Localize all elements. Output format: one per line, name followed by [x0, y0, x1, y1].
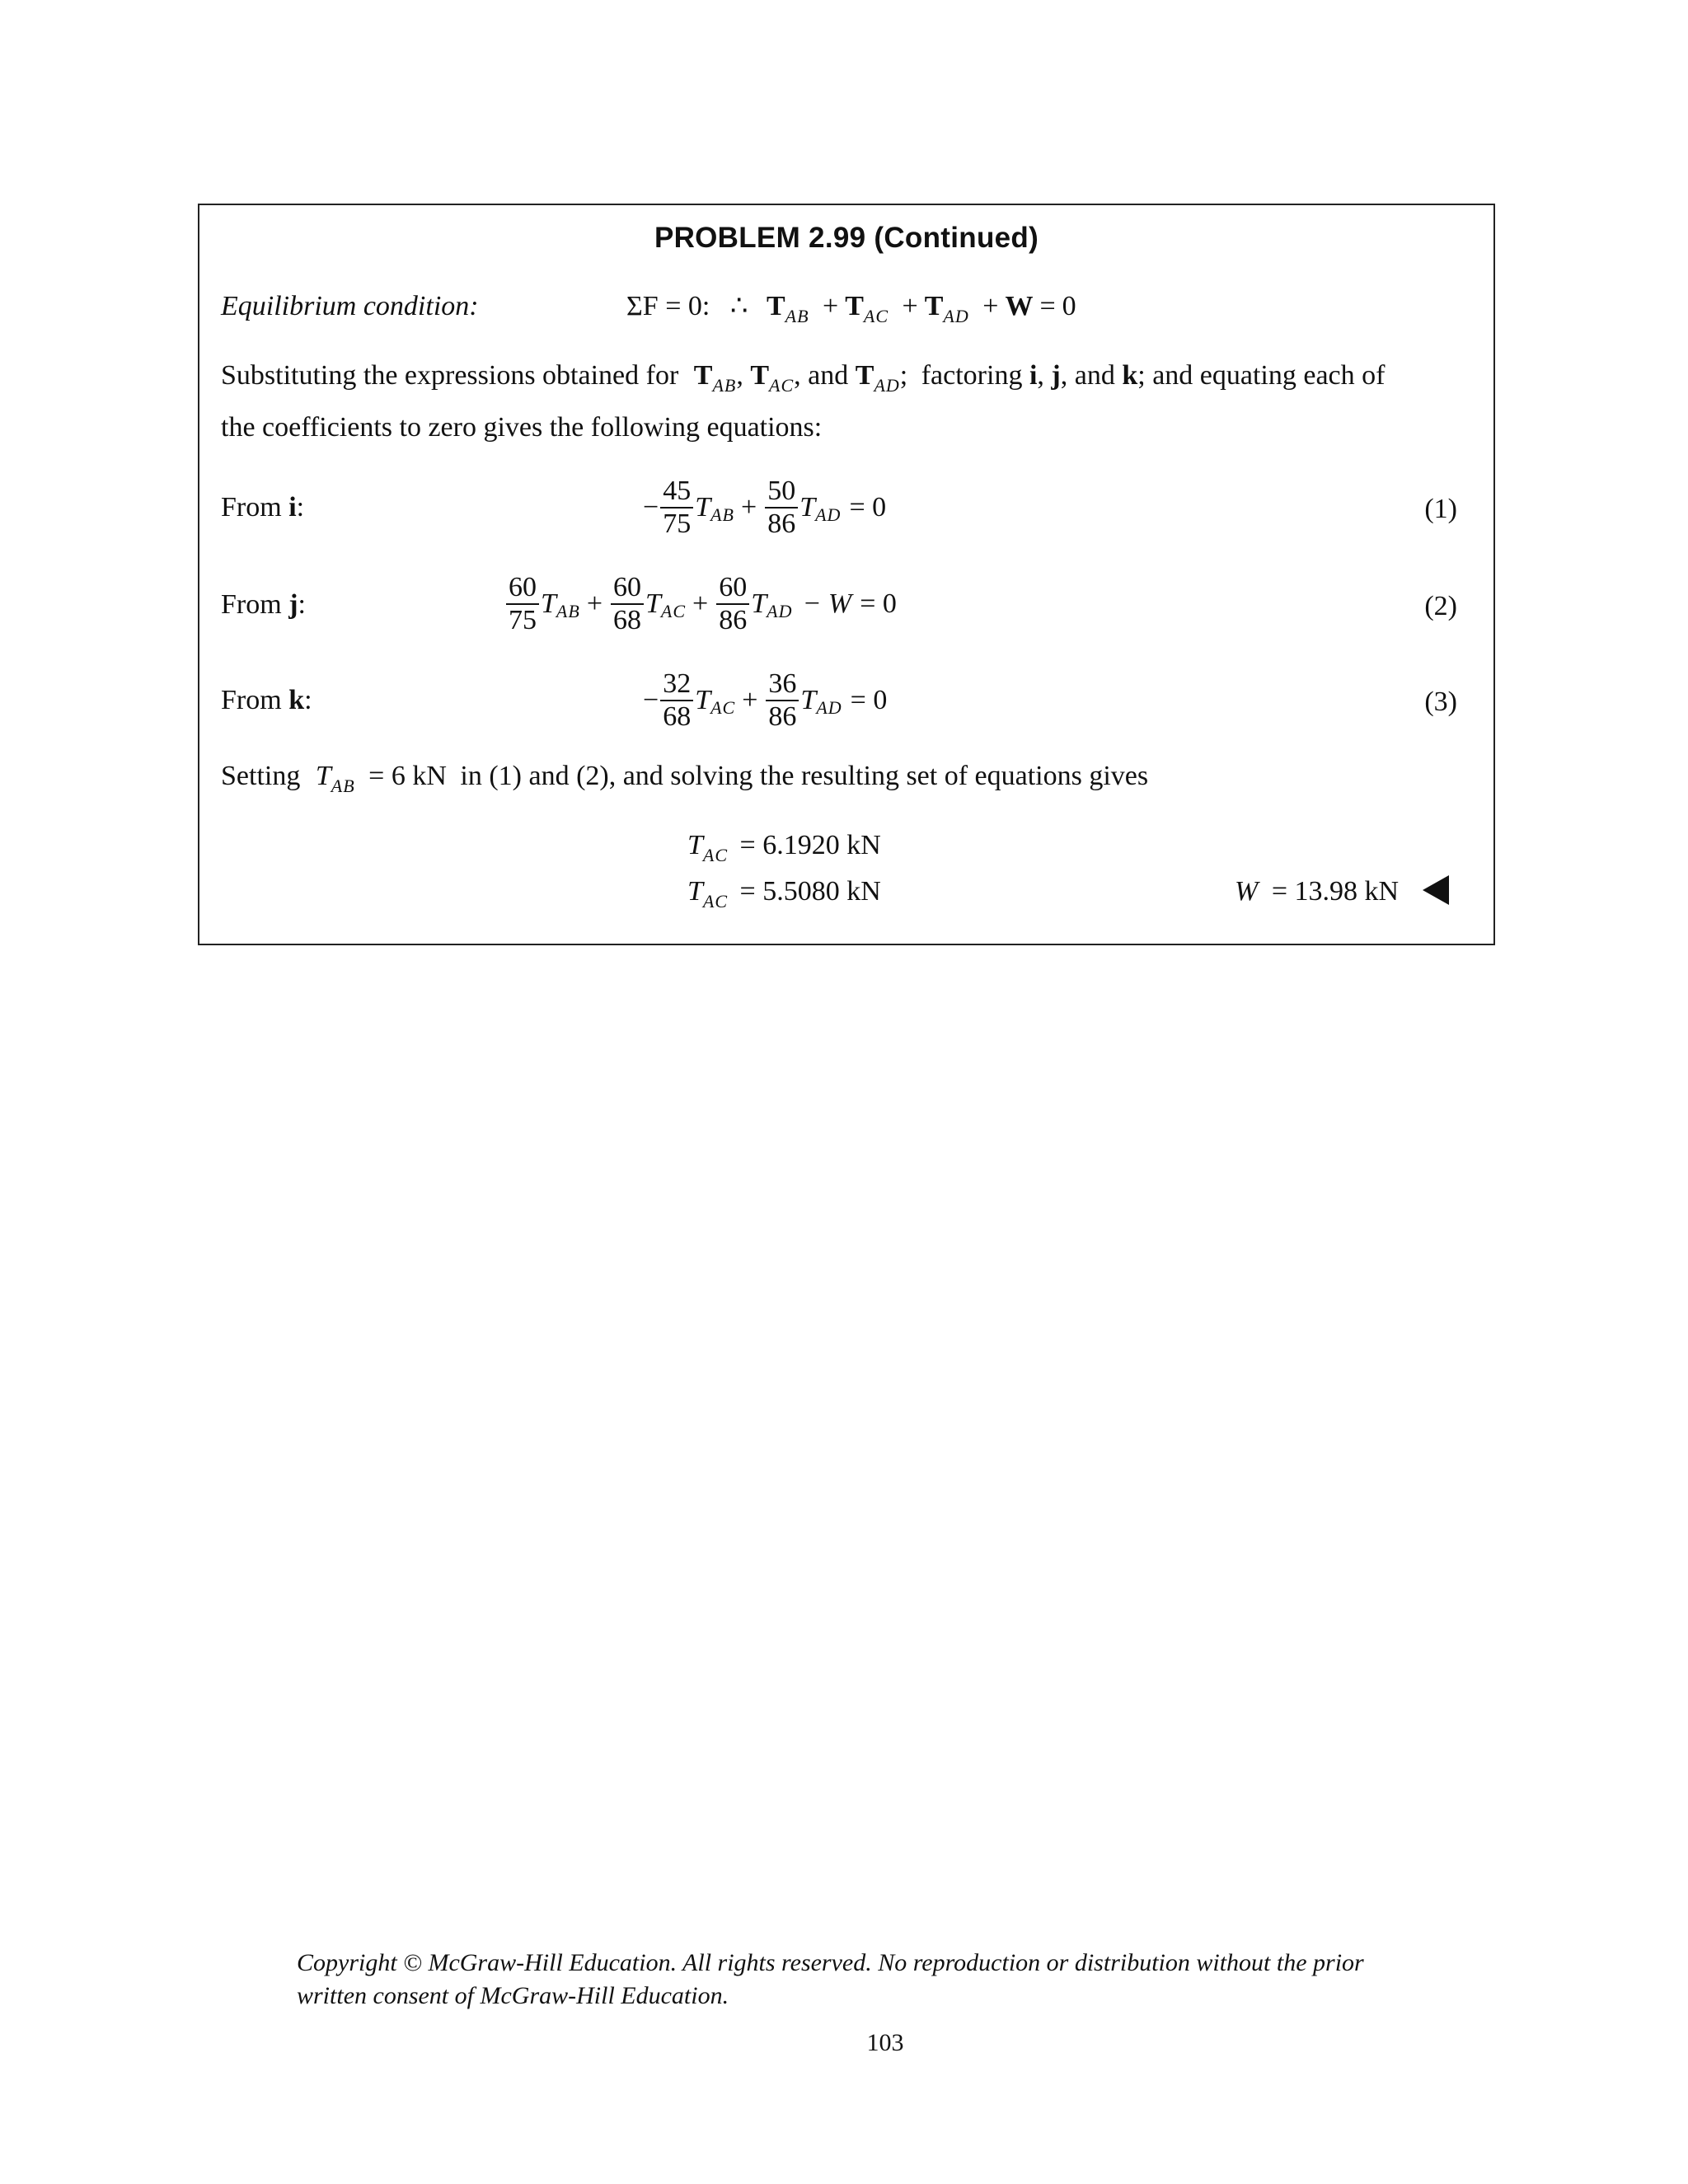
- final-answer: W = 13.98 kN: [1235, 878, 1449, 908]
- fraction: $\frac{60}{68}$: [611, 574, 644, 635]
- fraction: $\frac{36}{86}$: [766, 670, 799, 731]
- equilibrium-label: Equilibrium condition:: [221, 291, 479, 321]
- equation-number-3: (3): [1424, 687, 1457, 717]
- result-t-ac-2: $T_{AC} = 5.5080$ kN: [687, 876, 881, 912]
- copyright-line-2: written consent of McGraw-Hill Education.: [297, 1982, 729, 2009]
- from-i-label: From i:: [221, 492, 305, 523]
- solution-box: [198, 204, 1495, 945]
- equation-number-2: (2): [1424, 591, 1457, 621]
- problem-heading: PROBLEM 2.99 (Continued): [654, 222, 1039, 254]
- setting-line: Setting $T_{AB} = 6$ kN in (1) and (2), and solving the resulting set of equations gives: [221, 761, 1149, 796]
- answer-marker-icon: [1423, 875, 1449, 905]
- fraction: $\frac{32}{68}$: [660, 670, 693, 731]
- paragraph-line-2: the coefficients to zero gives the following equations:: [221, 412, 823, 443]
- equilibrium-equation: ΣF = 0: ∴ $T_{AB} + T_{AC} + T_{AD} + W = 0$: [626, 291, 1076, 326]
- fraction: $\frac{50}{86}$: [765, 477, 798, 538]
- paragraph-line-1: Substituting the expressions obtained for $T_{AB}$, $T_{AC}$, and $T_{AD}$; factoring i, j, and k; and equating each of: [221, 360, 1386, 396]
- equation-number-1: (1): [1424, 494, 1457, 524]
- copyright-footer: [297, 1947, 1467, 2013]
- equation-3: − $\frac{32}{68}$ T AC + $\frac{36}{86}$ T AD = 0: [643, 668, 888, 732]
- fraction: $\frac{60}{86}$: [716, 574, 749, 635]
- page-number: 103: [866, 2029, 904, 2056]
- from-j-label: From j:: [221, 589, 306, 620]
- equation-2: $\frac{60}{75}$ T AB + $\frac{60}{68}$ T AC + $\frac{60}{86}$ T AD − W = 0: [504, 574, 897, 635]
- fraction: $\frac{60}{75}$: [506, 574, 539, 635]
- fraction: $\frac{45}{75}$: [660, 477, 693, 538]
- from-k-label: From k:: [221, 685, 312, 715]
- paragraph-line-1-start: Substituting the expressions obtained for: [221, 360, 679, 391]
- paragraph-line-1-end: factoring i, j, and k; and equating each of: [921, 360, 1386, 391]
- sigma-f-zero: ΣF = 0:: [626, 291, 710, 321]
- copyright-line-1: Copyright © McGraw-Hill Education. All rights reserved. No reproduction or distribution without the prior: [297, 1949, 1364, 1976]
- therefore-symbol: ∴: [729, 291, 748, 321]
- equation-1: − $\frac{45}{75}$ T AB + $\frac{50}{86}$ T AD = 0: [643, 476, 887, 539]
- result-t-ac-1: $T_{AC} = 6.1920$ kN: [687, 830, 881, 865]
